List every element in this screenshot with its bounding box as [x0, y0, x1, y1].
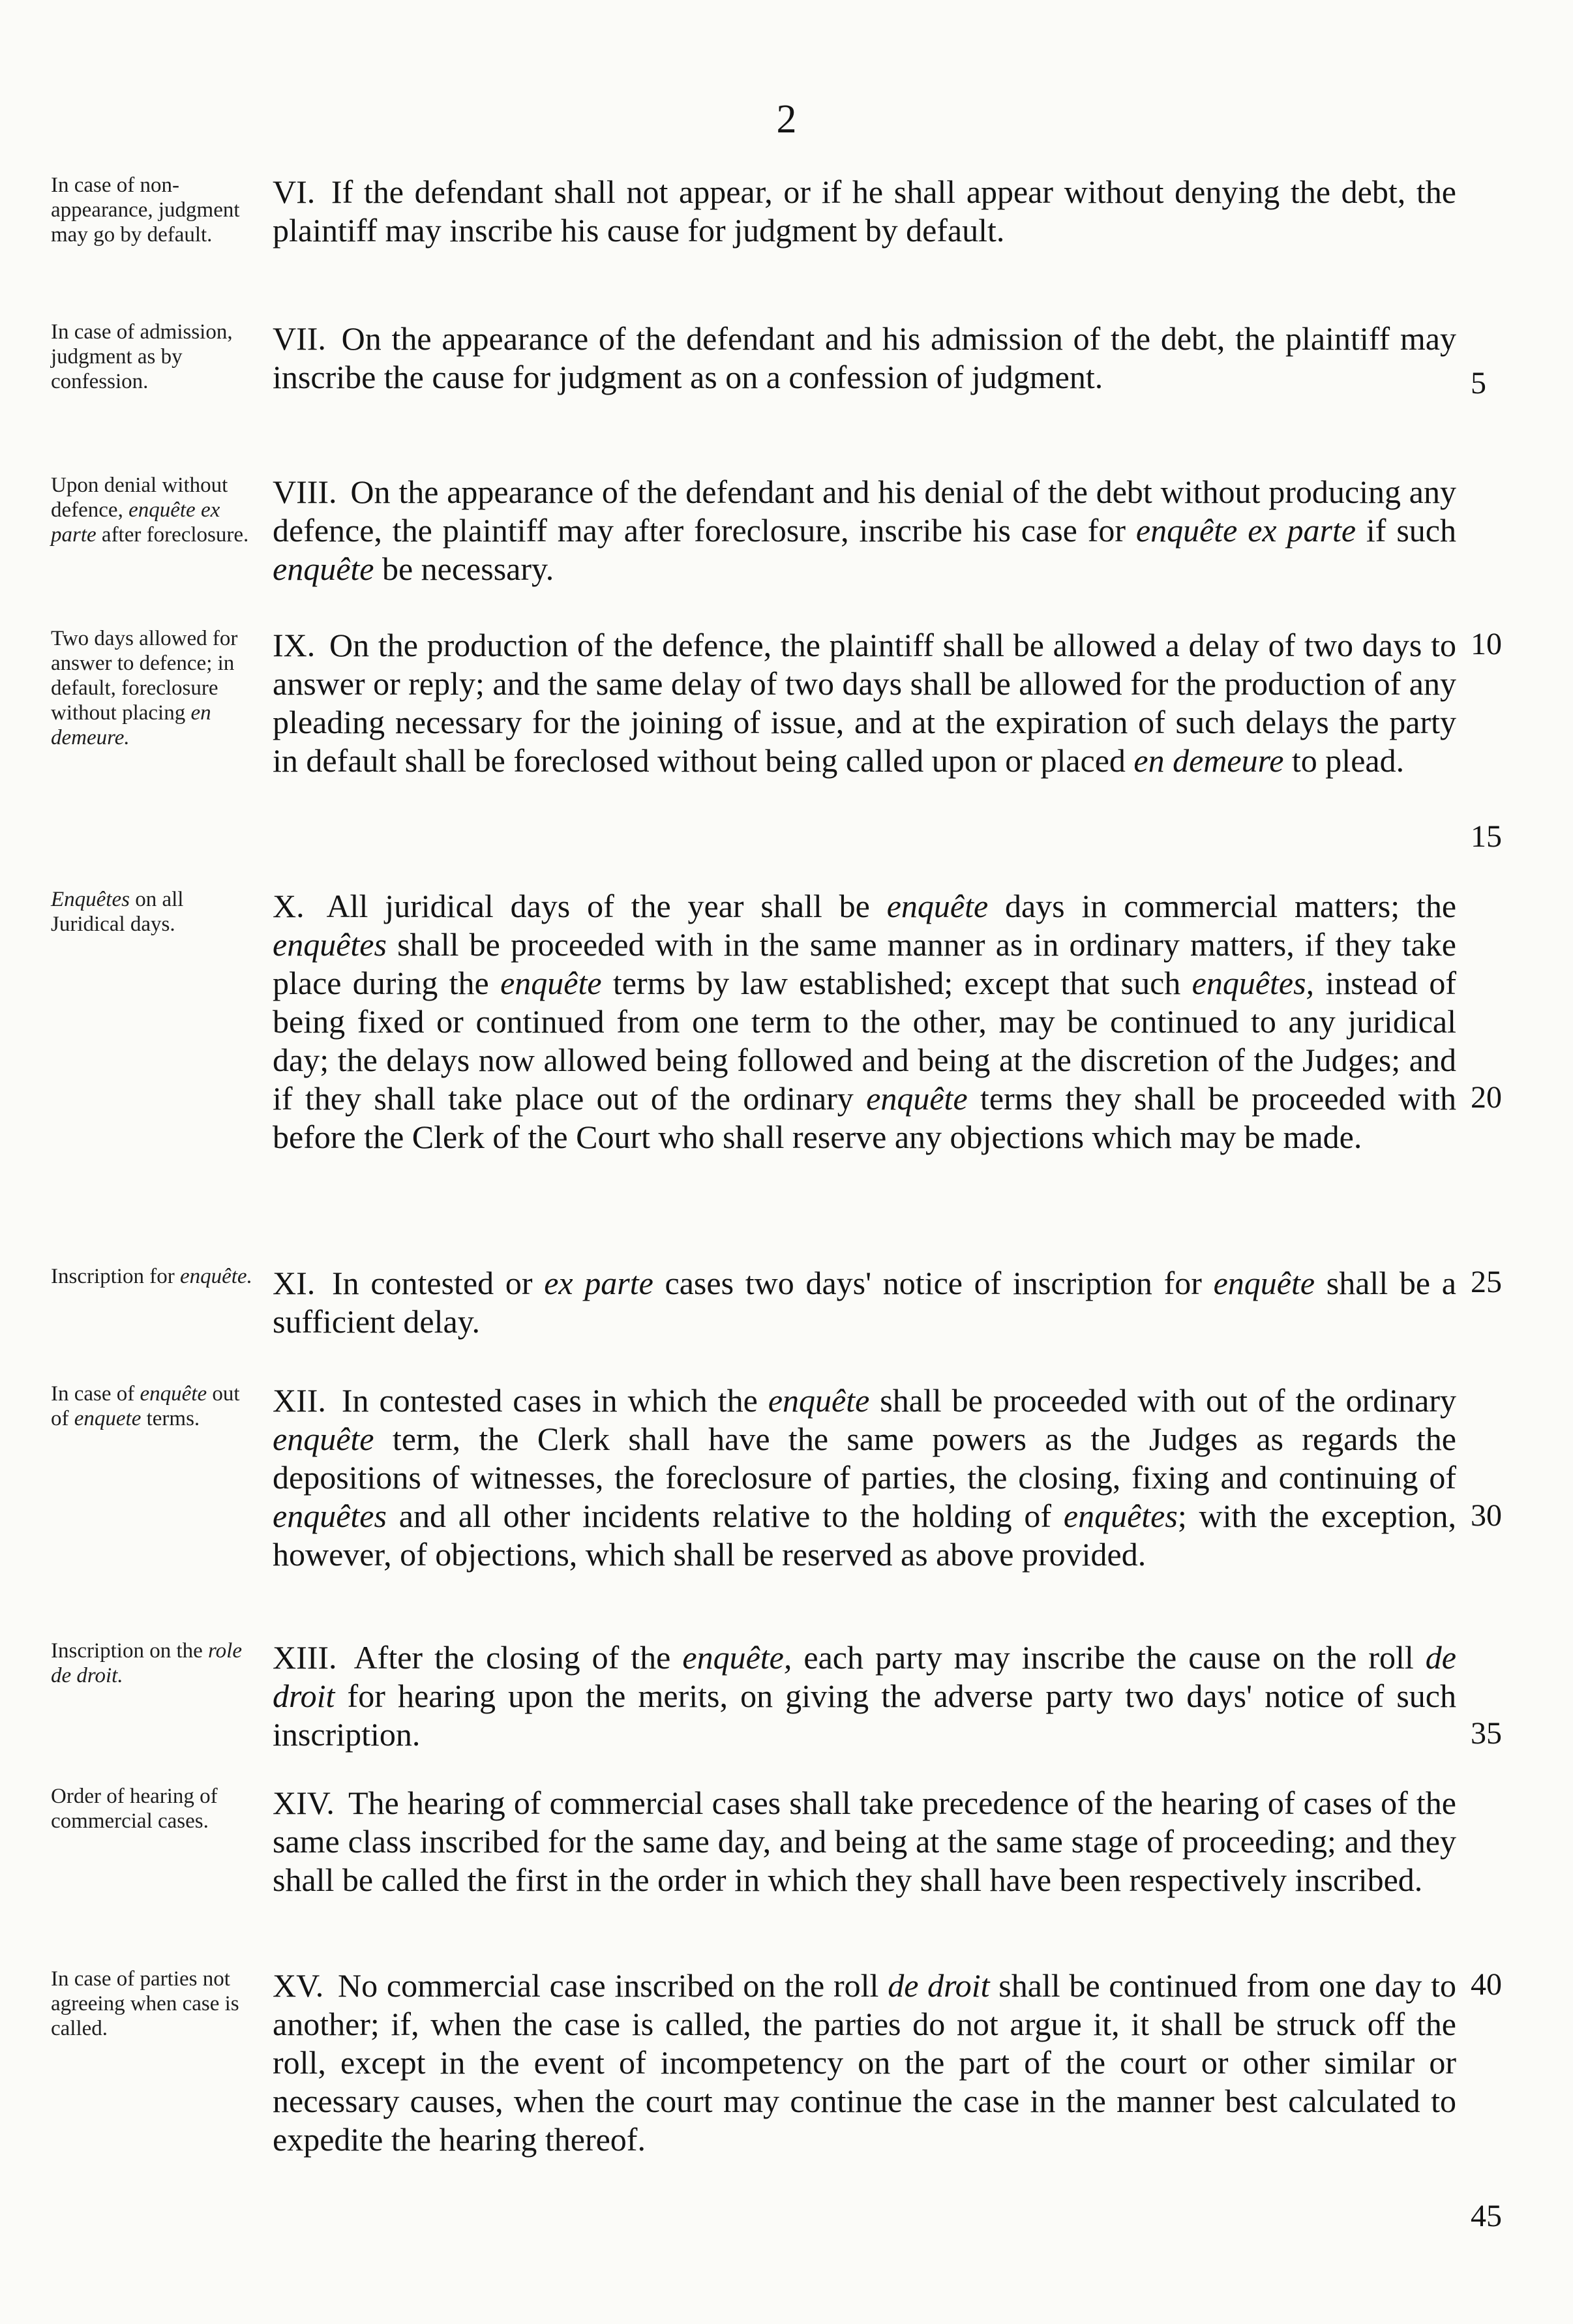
line-number: 40 [1471, 1967, 1502, 2002]
page-number: 2 [776, 97, 797, 142]
italic-run: enquêtes [1063, 1498, 1178, 1534]
italic-run: enquête ex parte [1135, 512, 1356, 549]
section-number: VIII. [273, 474, 346, 510]
text-run: days in commercial matters; the [988, 888, 1457, 924]
line-number: 35 [1471, 1716, 1502, 1751]
text-run: ; with the exception, however, of objections, which shall be reserved as above provided. [273, 1498, 1456, 1573]
italic-run: enquête [140, 1382, 207, 1406]
italic-run: de droit [273, 1639, 1456, 1714]
section-body [273, 1784, 1456, 1899]
text-run: and all other incidents relative to the holding of [386, 1498, 1064, 1534]
text-run: After the closing of the [353, 1639, 683, 1676]
text-run: to plead. [1283, 742, 1405, 779]
italic-run: role de droit. [51, 1639, 242, 1687]
section-body [273, 320, 1456, 397]
line-number: 30 [1471, 1498, 1502, 1533]
section-body [273, 1967, 1456, 2159]
text-run: In case of parties not agreeing when case is called. [51, 1967, 239, 2040]
text-run: In case of admission, judgment as by confession. [51, 320, 233, 393]
text-run: All juridical days of the year shall be [326, 888, 887, 924]
italic-run: enquête. [179, 1265, 252, 1288]
section-body [273, 1381, 1456, 1574]
line-number: 5 [1471, 366, 1486, 400]
section-body [273, 1638, 1456, 1754]
line-number: 25 [1471, 1265, 1502, 1299]
text-run: If the defendant shall not appear, or if he shall appear without denying the debt, the plaintiff may inscribe his cause for judgment by default. [273, 174, 1456, 249]
text-run: be necessary. [374, 551, 554, 587]
italic-run: en demeure [1133, 742, 1284, 779]
margin-note [51, 1638, 260, 1688]
margin-note [51, 473, 260, 547]
text-run: In contested or [331, 1265, 545, 1301]
text-run: In contested cases in which the [341, 1382, 768, 1419]
section-body [273, 173, 1456, 250]
italic-run: ex parte [544, 1265, 653, 1301]
section-number: XIII. [273, 1639, 349, 1676]
text-run: The hearing of commercial cases shall take precedence of the hearing of cases of the same class inscribed for the same day, and being at the same stage of proceeding; and they shall be called the first in the order in which they shall have been respectively inscribed. [273, 1785, 1456, 1898]
text-run: cases two days' notice of inscription for [653, 1265, 1214, 1301]
text-run: shall be proceeded with in the same manner as in ordinary matters, if they take place during the [273, 926, 1456, 1001]
text-run: shall be continued from one day to another; if, when the case is called, the parties do not argue it, it shall be struck off the roll, except in the event of incompetency on the part of the court or other similar or necessary causes, when the court may continue the case in the manner best calculated to expedite the hearing thereof. [273, 1967, 1457, 2158]
italic-run: enquête [500, 965, 602, 1001]
text-run: Order of hearing of commercial cases. [51, 1785, 218, 1833]
section-number: XIV. [273, 1785, 344, 1821]
margin-note [51, 887, 260, 937]
text-run: on all Juridical days. [51, 888, 184, 936]
italic-run: enquête [273, 1421, 374, 1457]
italic-run: de droit [888, 1967, 990, 2004]
text-run: Upon denial without defence, [51, 474, 228, 522]
section-number: VII. [273, 320, 337, 357]
text-run: Two days allowed for answer to defence; in default, foreclosure without placing [51, 627, 238, 725]
italic-run: enquête [1213, 1265, 1315, 1301]
text-run: shall be a sufficient delay. [273, 1265, 1457, 1340]
text-run: terms by law established; except that such [601, 965, 1192, 1001]
text-run: terms they shall be proceeded with before the Clerk of the Court who shall reserve any objections which may be made. [273, 1080, 1456, 1155]
italic-run: Enquêtes [51, 888, 130, 911]
text-run: In case of non-appearance, judgment may go by default. [51, 174, 240, 247]
text-run: Inscription for [51, 1265, 180, 1288]
text-run: On the appearance of the defendant and his denial of the debt without producing any defence, the plaintiff may after foreclosure, inscribe his case for [273, 474, 1457, 549]
text-run: after foreclosure. [96, 523, 249, 547]
italic-run: enquête ex parte [51, 498, 220, 547]
section-body [273, 626, 1456, 780]
italic-run: en demeure. [51, 701, 211, 749]
margin-note [51, 1967, 260, 2041]
text-run: term, the Clerk shall have the same powers as the Judges as regards the depositions of witnesses, the foreclosure of parties, the closing, fixing and continuing of [273, 1421, 1456, 1496]
margin-note [51, 626, 260, 750]
italic-run: enquêtes [273, 926, 387, 963]
section-body [273, 887, 1456, 1156]
margin-note [51, 173, 260, 247]
text-run: for hearing upon the merits, on giving the adverse party two days' notice of such inscription. [273, 1678, 1456, 1753]
line-number: 10 [1471, 627, 1502, 661]
text-run: out of [51, 1382, 240, 1430]
section-number: XV. [273, 1967, 333, 2004]
section-number: XII. [273, 1382, 337, 1419]
text-run: shall be proceeded with out of the ordinary [869, 1382, 1456, 1419]
text-run: each party may inscribe the cause on the roll [792, 1639, 1426, 1676]
text-run: terms. [141, 1407, 200, 1430]
text-run: In case of [51, 1382, 140, 1406]
italic-run: enquête [886, 888, 989, 924]
italic-run: enquêtes [273, 1498, 387, 1534]
section-number: X. [273, 888, 322, 924]
section-body [273, 473, 1456, 588]
italic-run: enquête, [682, 1639, 792, 1676]
text-run: On the appearance of the defendant and his admission of the debt, the plaintiff may inscribe the cause for judgment as on a confession of judgment. [273, 320, 1456, 395]
text-run: On the production of the defence, the plaintiff shall be allowed a delay of two days to answer or reply; and the same delay of two days shall be allowed for the production of any pleading necessary for the joining of issue, and at the expiration of such delays the party in default shall be foreclosed without being called upon or placed [273, 627, 1456, 779]
margin-note [51, 1264, 260, 1289]
line-number: 20 [1471, 1080, 1502, 1115]
margin-note [51, 1381, 260, 1431]
section-number: VI. [273, 174, 326, 210]
section-number: IX. [273, 627, 324, 663]
margin-note [51, 320, 260, 394]
italic-run: enquêtes, [1191, 965, 1315, 1001]
text-run: Inscription on the [51, 1639, 209, 1663]
text-run: instead of being fixed or continued from one term to the other, may be continued to any juridical day; the delays now allowed being followed and being at the discretion of the Judges; and if they shall take place out of the ordinary [273, 965, 1456, 1117]
text-run: No commercial case inscribed on the roll [338, 1967, 888, 2004]
italic-run: enquête [866, 1080, 968, 1117]
italic-run: enquete [74, 1407, 142, 1430]
text-run: if such [1356, 512, 1456, 549]
line-number: 45 [1471, 2199, 1502, 2233]
italic-run: enquête [768, 1382, 870, 1419]
italic-run: enquête [273, 551, 374, 587]
section-number: XI. [273, 1265, 327, 1301]
section-body [273, 1264, 1456, 1341]
line-number: 15 [1471, 819, 1502, 854]
margin-note [51, 1784, 260, 1834]
